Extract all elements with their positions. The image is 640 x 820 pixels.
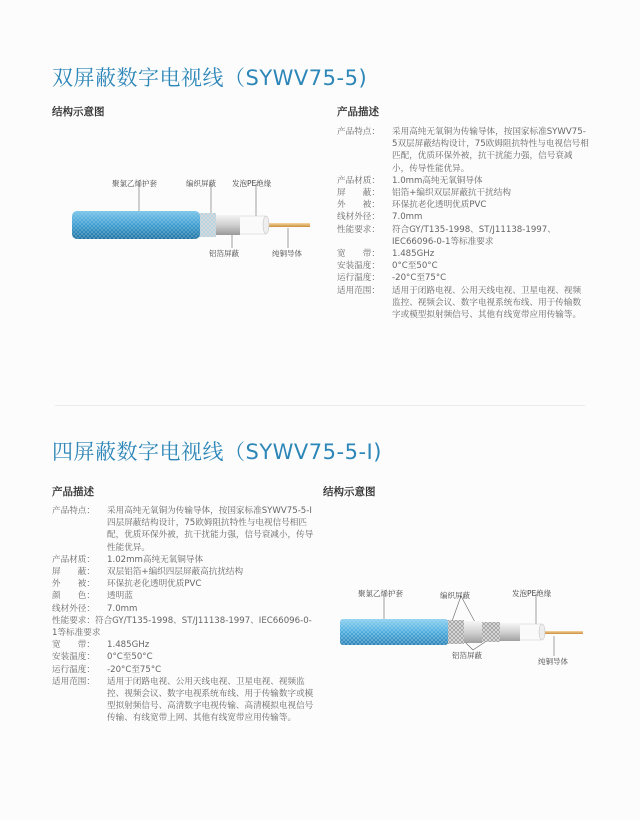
label-conductor: 纯铜导体 [272,249,302,258]
label-insulation: 发泡PE绝缘 [232,179,272,188]
section1-desc-heading: 产品描述 [337,106,379,118]
spec-row: 性能要求： 符合GY/T135-1998、ST/J11138-1997、IEC66096-0-1等标准要求 [337,224,556,247]
spec-row: 屏 蔽： 铝箔+编织双层屏蔽抗干扰结构 [337,188,511,199]
spec-row: 适用范围： 适用于闭路电视、公用天线电视、卫星电视、视频监控、视频会议、数字电视系统布线、用于传输数字或模型拟射频信号、高清数字电视传输、高清模拟电视信号传输、有线宽带上网、其他有线宽带应用传输等。 [52,676,314,724]
section1-specs [337,126,589,321]
section-divider [55,405,585,406]
section2-diagram-heading: 结构示意图 [323,486,376,498]
spec-row: 性能要求：符合GY/T135-1998、ST/J11138-1997、IEC66096-0-1等标准要求 [52,615,312,639]
spec-row: 产品特点： 采用高纯无氧铜为传输导体，按国家标准SYWV75-5双层屏蔽结构设计，75欧姆阻抗特性与电视信号相匹配，优质环保外被，抗干扰能力强，信号衰减小，传导性能优异。 [337,127,589,174]
section2-desc-heading: 产品描述 [52,486,94,498]
section2-cable-diagram [336,580,586,670]
label-braid: 编织屏蔽 [186,179,216,188]
spec-row: 安装温度： 0°C至50°C [337,261,438,272]
section1-cable-diagram [66,170,326,260]
label-foil: 铝箔屏蔽 [452,651,482,660]
spec-row: 屏 蔽： 双层铝箔+编织四层屏蔽高抗扰结构 [52,567,244,578]
spec-row: 运行温度： -20°C至75°C [337,273,447,284]
label-jacket: 聚氯乙烯护套 [112,179,157,188]
label-jacket: 聚氯乙烯护套 [358,589,403,598]
spec-row: 运行温度： -20°C至75°C [52,664,162,675]
spec-row: 适用范围： 适用于闭路电视、公用天线电视、卫星电视、视频监控、视频会议、数字电视系统布线、用于传输数字或模型拟射频信号、其他有线宽带应用传输等。 [337,285,582,321]
spec-row: 宽 带： 1.485GHz [52,640,150,651]
label-conductor: 纯铜导体 [538,657,568,666]
spec-row: 安装温度： 0°C至50°C [52,652,153,663]
spec-row: 产品特点： 采用高纯无氧铜为传输导体，按国家标准SYWV75-5-I四层屏蔽结构设计，75欧姆阻抗特性与电视信号相匹配，优质环保外被，抗干扰能力强，信号衰减小，传导性能优异。 [52,506,314,553]
spec-row: 线材外径： 7.0mm [52,603,138,614]
spec-row: 产品材质： 1.0mm高纯无氧铜导体 [337,175,483,186]
label-insulation: 发泡PE绝缘 [512,589,552,598]
spec-row: 颜 色： 透明蓝 [52,591,133,602]
spec-row: 宽 带： 1.485GHz [337,249,435,260]
label-foil: 铝箔屏蔽 [209,249,239,258]
section2-specs [52,505,314,725]
spec-row: 线材外径： 7.0mm [337,212,423,223]
section1-diagram-heading: 结构示意图 [52,106,105,118]
spec-row: 产品材质： 1.02mm高纯无氧铜导体 [52,554,204,565]
spec-row: 外 被： 环保抗老化透明优质PVC [52,579,202,590]
section2-title: 四屏蔽数字电视线（SYWV75-5-I) [52,440,382,464]
section1-title: 双屏蔽数字电视线（SYWV75-5) [52,66,368,90]
spec-row: 外 被： 环保抗老化透明优质PVC [337,200,487,211]
label-braid: 编织屏蔽 [440,591,470,600]
